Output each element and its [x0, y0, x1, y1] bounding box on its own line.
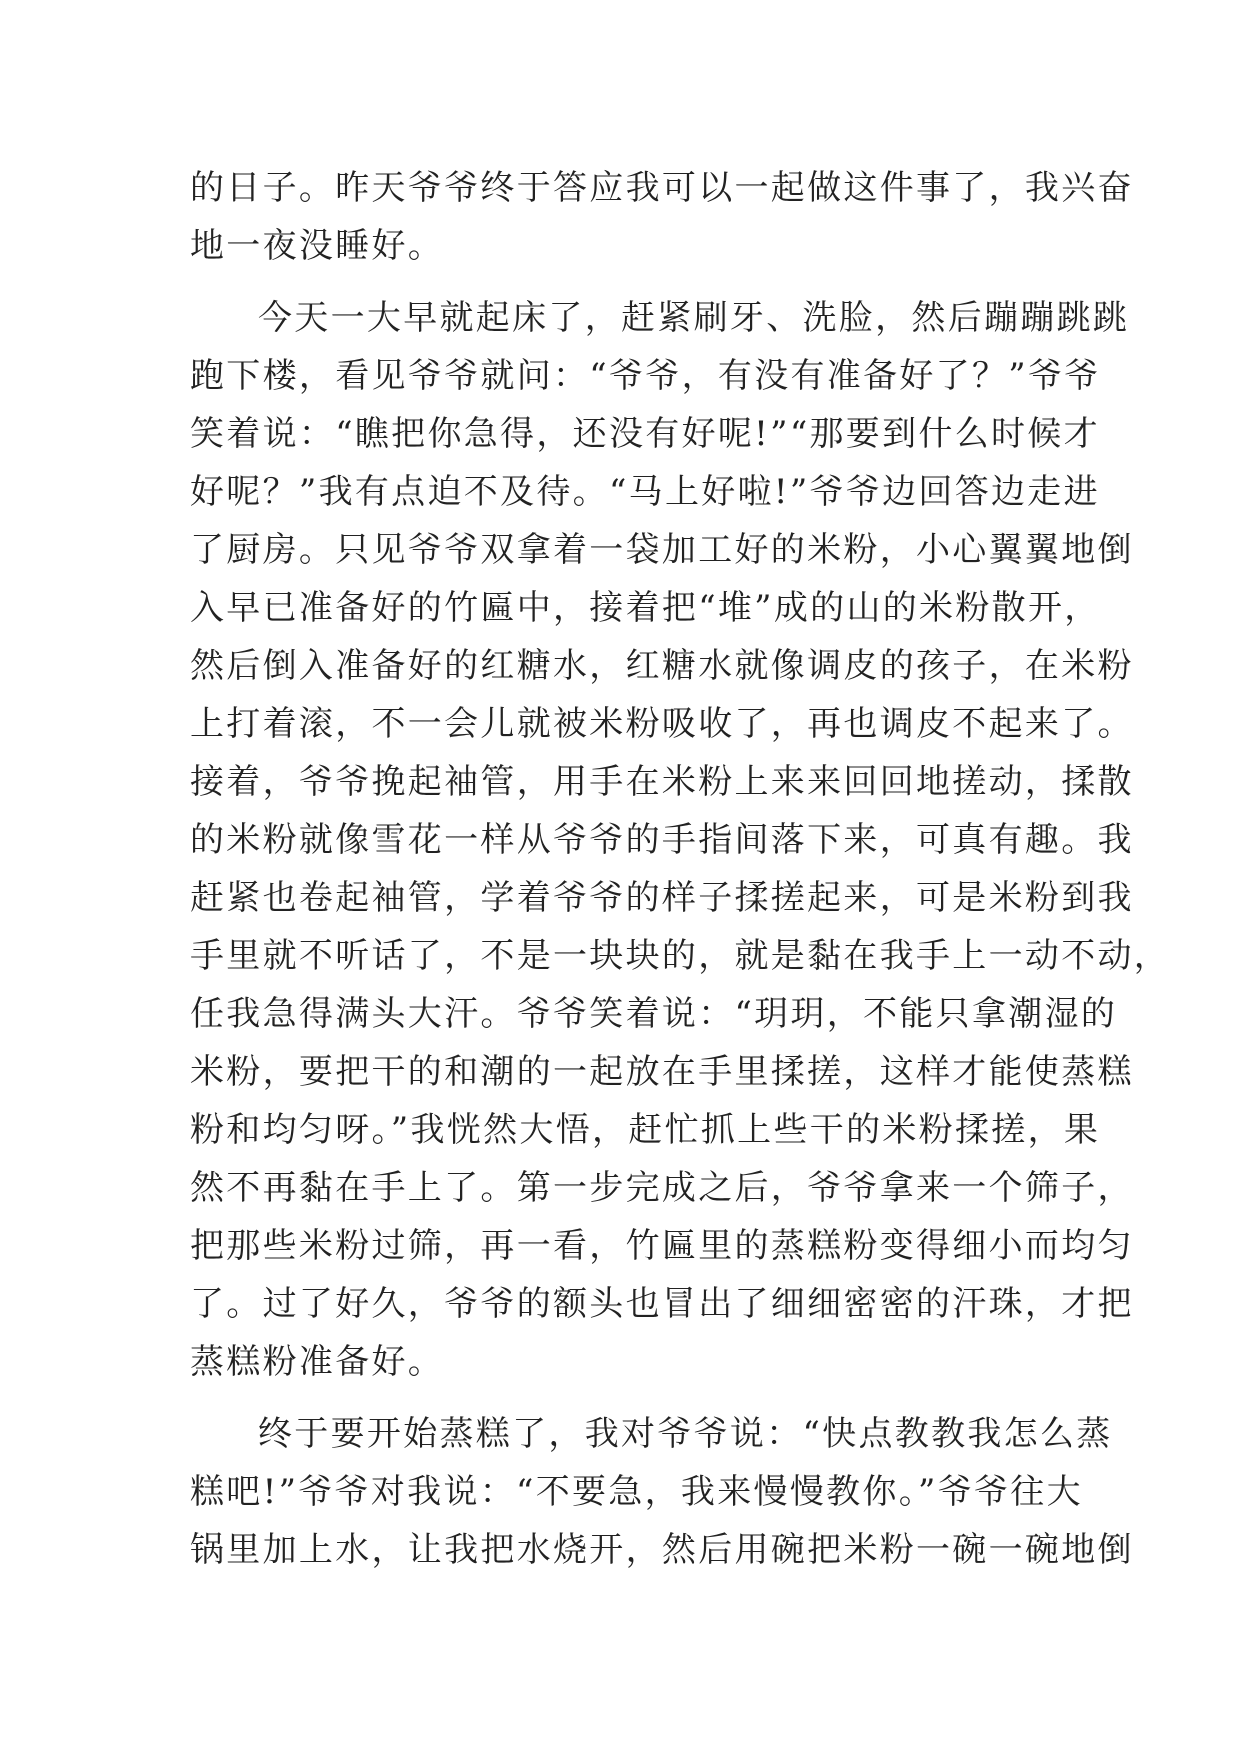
text-line: 的日子。昨天爷爷终于答应我可以一起做这件事了，我兴奋 [190, 168, 1134, 208]
text-line: 入早已准备好的竹匾中，接着把“堆”成的山的米粉散开， [190, 588, 1101, 628]
paragraph-3 [190, 1405, 1134, 1579]
text-line: 手里就不听话了，不是一块块的，就是黏在我手上一动不动， [190, 936, 1171, 976]
text-line: 粉和均匀呀。”我恍然大悟，赶忙抓上些干的米粉揉搓，果 [190, 1110, 1101, 1150]
text-line: 的米粉就像雪花一样从爷爷的手指间落下来，可真有趣。我 [190, 820, 1134, 860]
text-line: 糕吧!”爷爷对我说：“不要急，我来慢慢教你。”爷爷往大 [190, 1472, 1083, 1512]
paragraph-1 [190, 159, 1134, 275]
text-line: 今天一大早就起床了，赶紧刷牙、洗脸，然后蹦蹦跳跳 [258, 298, 1130, 338]
text-line: 终于要开始蒸糕了，我对爷爷说：“快点教教我怎么蒸 [258, 1414, 1113, 1454]
paragraph-2 [190, 289, 1171, 1391]
text-line: 赶紧也卷起袖管，学着爷爷的样子揉搓起来，可是米粉到我 [190, 878, 1134, 918]
text-line: 然后倒入准备好的红糖水，红糖水就像调皮的孩子，在米粉 [190, 646, 1134, 686]
body-text [190, 159, 1171, 1579]
text-line: 上打着滚，不一会儿就被米粉吸收了，再也调皮不起来了。 [190, 704, 1134, 744]
text-line: 米粉，要把干的和潮的一起放在手里揉搓，这样才能使蒸糕 [190, 1052, 1134, 1092]
text-line: 任我急得满头大汗。爷爷笑着说：“玥玥，不能只拿潮湿的 [190, 994, 1118, 1034]
text-line: 锅里加上水，让我把水烧开，然后用碗把米粉一碗一碗地倒 [190, 1530, 1134, 1570]
text-line: 跑下楼，看见爷爷就问：“爷爷，有没有准备好了？”爷爷 [190, 356, 1101, 396]
text-line: 好呢？”我有点迫不及待。“马上好啦!”爷爷边回答边走进 [190, 472, 1100, 512]
text-line: 蒸糕粉准备好。 [190, 1342, 445, 1382]
text-line: 了厨房。只见爷爷双拿着一袋加工好的米粉，小心翼翼地倒 [190, 530, 1134, 570]
text-line: 笑着说：“瞧把你急得，还没有好呢!”“那要到什么时候才 [190, 414, 1100, 454]
text-line: 接着，爷爷挽起袖管，用手在米粉上来来回回地搓动，揉散 [190, 762, 1134, 802]
text-line: 然不再黏在手上了。第一步完成之后，爷爷拿来一个筛子， [190, 1168, 1134, 1208]
text-line: 了。过了好久，爷爷的额头也冒出了细细密密的汗珠，才把 [190, 1284, 1134, 1324]
text-line: 地一夜没睡好。 [190, 226, 445, 266]
text-line: 把那些米粉过筛，再一看，竹匾里的蒸糕粉变得细小而均匀 [190, 1226, 1134, 1266]
